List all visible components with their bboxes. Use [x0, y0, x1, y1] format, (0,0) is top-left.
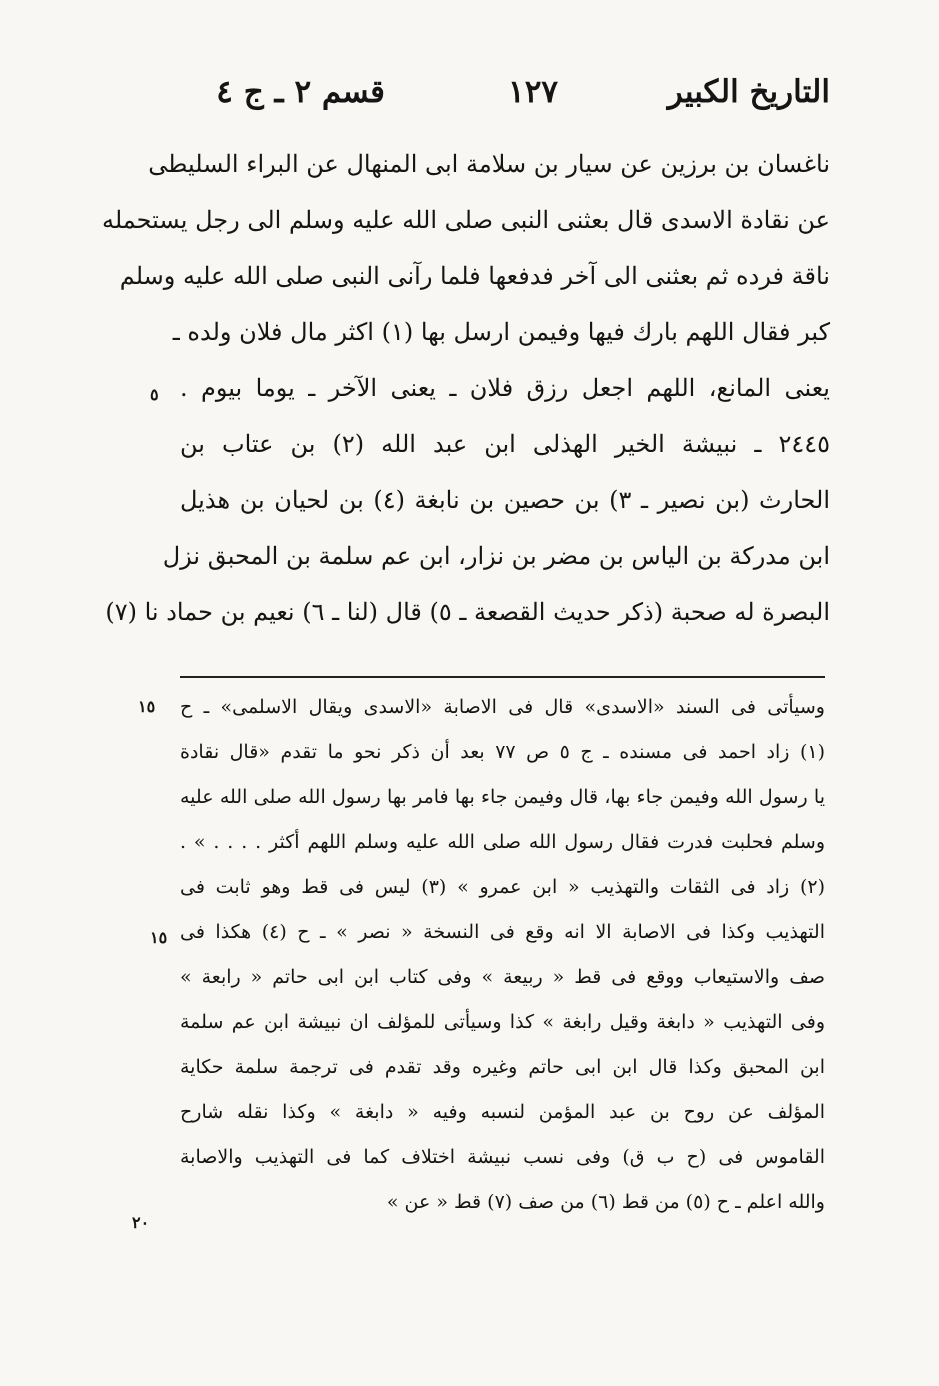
main-text-line: ناغسان بن برزين عن سيار بن سلامة ابى المنهال عن البراء السليطى [148, 150, 830, 178]
page-header [190, 74, 830, 130]
footnote-line: يا رسول الله وفيمن جاء بها، قال وفيمن جاء بها فامر بها رسول الله صلى الله عليه [180, 786, 825, 808]
footnote-line: (١) زاد احمد فى مسنده ـ ج ٥ ص ٧٧ بعد أن ذكر نحو ما تقدم «قال نقادة [180, 741, 825, 763]
footnote-divider [180, 676, 825, 678]
main-text-line: كبر فقال اللهم بارك فيها وفيمن ارسل بها (١) اكثر مال فلان ولده ـ [172, 318, 830, 346]
footnote-line: وسيأتى فى السند «الاسدى» قال فى الاصابة «الاسدى ويقال الاسلمى» ـ ح [180, 696, 825, 718]
margin-line-number: ٢٠ [132, 1213, 150, 1232]
footnote-line: وسلم فحلبت فدرت فقال رسول الله صلى الله عليه وسلم اللهم أكثر . . . . » . [180, 831, 825, 853]
main-text-line: الحارث (بن نصير ـ ٣) بن حصين بن نابغة (٤) بن لحيان بن هذيل [180, 486, 831, 514]
main-text [101, 136, 831, 640]
page-number: ١٢٧ [508, 74, 558, 110]
main-text-line: يعنى المانع، اللهم اجعل رزق فلان ـ يعنى الآخر ـ يوما بيوم . [180, 374, 830, 402]
main-text-line: ناقة فرده ثم بعثنى الى آخر فدفعها فلما رآنى النبى صلى الله عليه وسلم [119, 262, 830, 290]
footnote-line: وفى التهذيب « دابغة وقيل رابغة » كذا وسيأتى للمؤلف ان نبيشة ابن عم سلمة [180, 1011, 825, 1033]
margin-line-number: ١٥ [150, 928, 168, 947]
footnote-line: القاموس فى (ح ب ق) وفى نسب نبيشة اختلاف كما فى التهذيب والاصابة [180, 1146, 825, 1168]
main-text-line: البصرة له صحبة (ذكر حديث القصعة ـ ٥) قال (لنا ـ ٦) نعيم بن حماد نا (٧) [105, 598, 830, 626]
footnotes [180, 685, 825, 1225]
main-text-line: ابن مدركة بن الياس بن مضر بن نزار، ابن عم سلمة بن المحبق نزل [162, 542, 830, 570]
main-text-line: عن نقادة الاسدى قال بعثنى النبى صلى الله عليه وسلم الى رجل يستحمله [101, 206, 830, 234]
footnote-line: صف والاستيعاب ووقع فى قط « ربيعة » وفى كتاب ابن ابى حاتم « رابعة » [180, 966, 825, 988]
footnote-line: المؤلف عن روح بن عبد المؤمن لنسبه وفيه « دابغة » وكذا نقله شارح [180, 1101, 825, 1123]
footnote-line: (٢) زاد فى الثقات والتهذيب « ابن عمرو » (٣) ليس فى قط وهو ثابت فى [180, 876, 826, 898]
margin-line-number: ٥ [150, 385, 159, 404]
footnote-line: ابن المحبق وكذا قال ابن ابى حاتم وغيره وقد تقدم فى ترجمة سلمة حكاية [180, 1056, 825, 1078]
entry-heading-line: ٢٤٤٥ ـ نبيشة الخير الهذلى ابن عبد الله (٢) بن عتاب بن [180, 430, 830, 458]
section-label: قسم ٢ ـ ج ٤ [216, 74, 385, 110]
book-title: التاريخ الكبير [667, 74, 830, 110]
margin-line-number: ١٥ [138, 697, 156, 716]
footnote-line: التهذيب وكذا فى الاصابة الا انه وقع فى النسخة « نصر » ـ ح (٤) هكذا فى [180, 921, 825, 943]
footnote-line: والله اعلم ـ ح (٥) من قط (٦) من صف (٧) قط « عن » [386, 1191, 825, 1213]
